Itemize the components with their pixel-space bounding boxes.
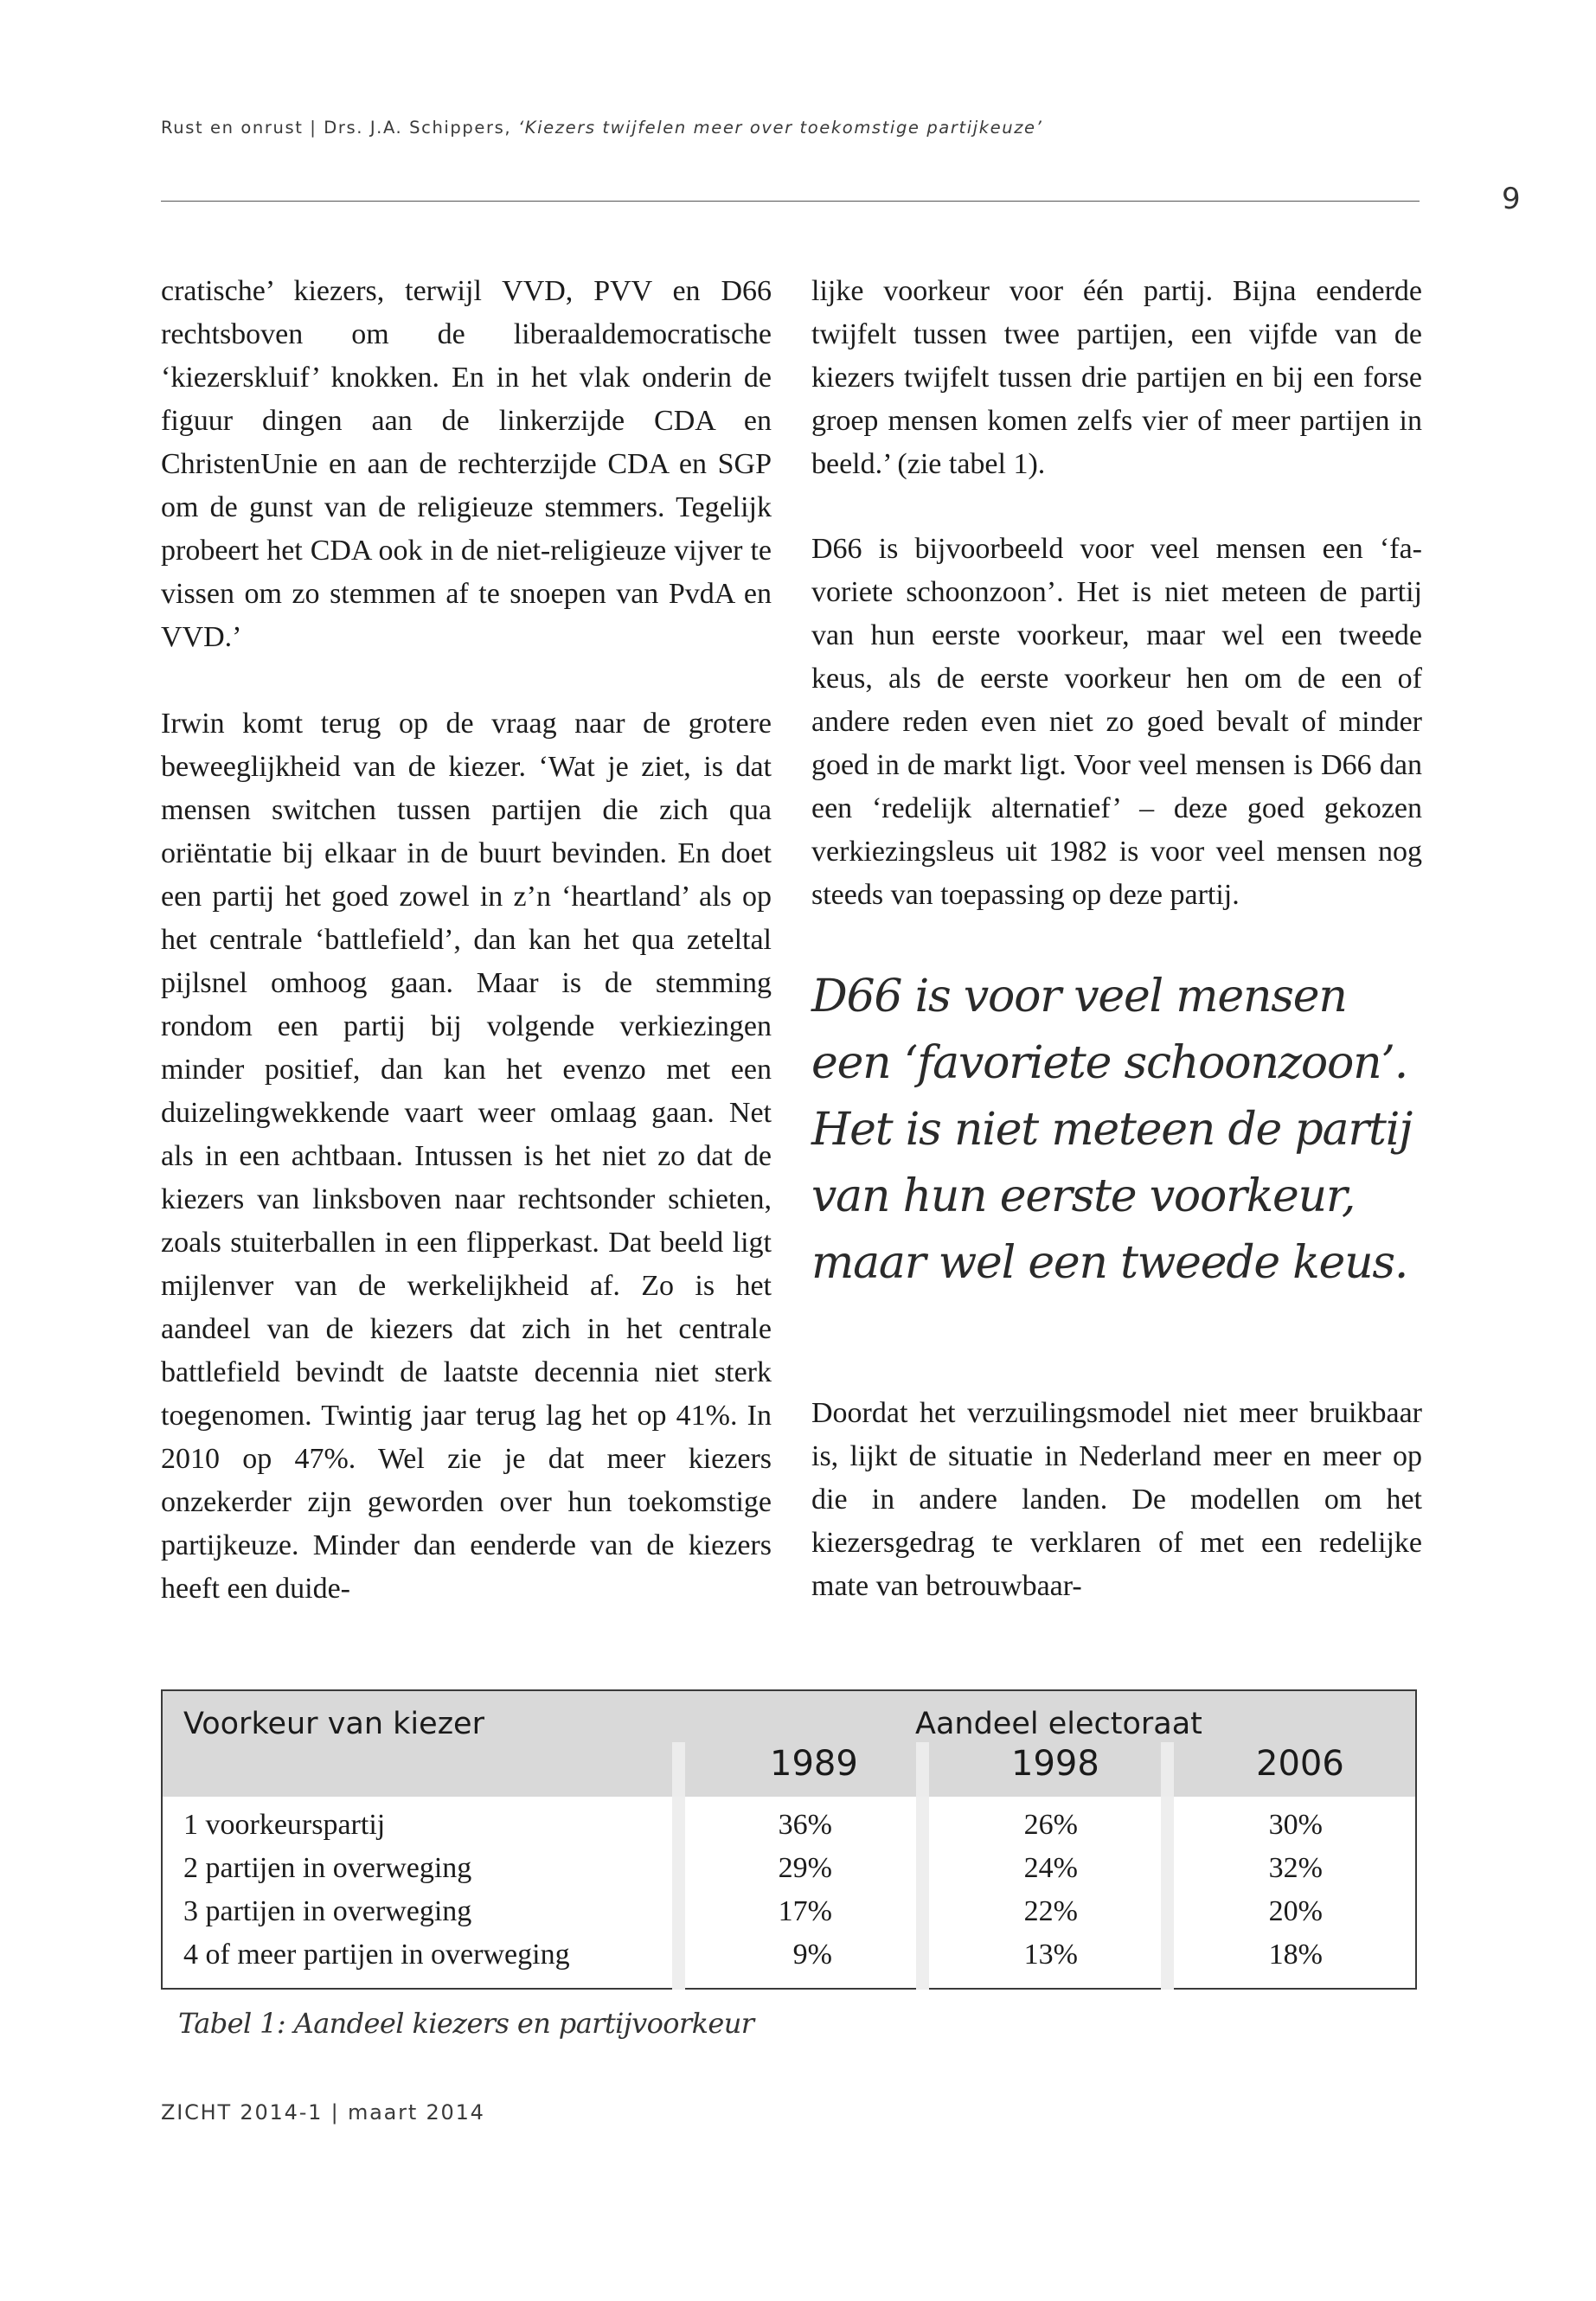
table-cell: 13% — [1023, 1939, 1078, 1971]
page-number: 9 — [1502, 182, 1521, 216]
year-2006-header: 2006 — [1256, 1744, 1344, 1784]
table-row-label: 4 of meer partijen in overweging — [183, 1939, 570, 1971]
right-column — [811, 270, 1422, 1608]
table-row-label: 3 partijen in overweging — [183, 1895, 472, 1927]
table-row-header: Voorkeur van kiezer — [183, 1707, 484, 1741]
column-divider — [672, 1742, 685, 1797]
table-row-label: 2 partijen in overweging — [183, 1852, 472, 1884]
column-divider — [1161, 1742, 1174, 1797]
column-divider — [916, 1742, 929, 1797]
running-subtitle: ‘Kiezers twijfelen meer over toekomstige partijkeuze’ — [517, 118, 1043, 138]
column-divider — [916, 1797, 929, 1990]
year-1998-header: 1998 — [1011, 1744, 1099, 1784]
table-caption: Tabel 1: Aandeel kiezers en partijvoorkeur — [178, 2007, 754, 2040]
table-row-label: 1 voorkeurspartij — [183, 1809, 386, 1841]
table-cell: 24% — [1023, 1852, 1078, 1884]
left-column — [161, 270, 772, 1611]
table-cell: 32% — [1268, 1852, 1323, 1884]
table-cell: 30% — [1268, 1809, 1323, 1841]
left-paragraph-2: Irwin komt terug op de vraag naar de grotere beweeglijkheid van de kiezer. ‘Wat je ziet, is dat mensen switchen tussen partijen die zich qua oriëntatie bij elkaar in de buurt bevinden. En doet een partij het goed zowel in z’n ‘heartland’ als op het centrale ‘battlefield’, dan kan het qua zeteltal pijlsnel omhoog gaan. Maar is de stemming rondom een partij bij volgende verkiezingen minder positief, dan kan het evenzo met een duizelingwekkende vaart weer omlaag gaan. Net als in een achtbaan. Intussen is het niet zo dat de kiezers van linksboven naar rechtsonder schieten, zoals stuiterballen in een flipperkast. Dat beeld ligt mijlenver van de werkelijkheid af. Zo is het aandeel van de kiezers dat zich in het centrale battlefield bevindt de laatste decennia niet sterk toegenomen. Twintig jaar terug lag het op 41%. In 2010 op 47%. Wel zie je dat meer kiezers onzekerder zijn geworden over hun toekomstige partijkeuze. Minder dan eenderde van de kiezers heeft een duide- — [161, 708, 772, 1605]
table-cell: 29% — [778, 1852, 832, 1884]
running-head: Rust en onrust | Drs. J.A. Schippers, — [161, 118, 518, 138]
right-paragraph-2: D66 is bijvoorbeeld voor veel mensen een ‘favoriete schoonzoon’. Het is niet meteen de partij van hun eerste voorkeur, maar wel een tweede keus, als de eerste voorkeur hen om de een of andere reden even niet zo goed bevalt of minder goed in de markt ligt. Voor veel mensen is D66 dan een ‘redelijk alternatief’ – deze goed gekozen verkiezingsleus uit 1982 is voor veel mensen nog steeds van toepassing op deze partij. — [811, 533, 1422, 911]
header-rule — [161, 201, 1420, 202]
column-divider — [1161, 1797, 1174, 1990]
table-cell: 20% — [1268, 1895, 1323, 1927]
page-footer: ZICHT 2014-1 | maart 2014 — [161, 2100, 485, 2125]
column-divider — [672, 1797, 685, 1990]
running-header — [161, 118, 1424, 138]
year-1989-header: 1989 — [770, 1744, 858, 1784]
table-cell: 26% — [1023, 1809, 1078, 1841]
table-cell: 36% — [778, 1809, 832, 1841]
table-cell: 22% — [1023, 1895, 1078, 1927]
table-group-header: Aandeel electoraat — [915, 1707, 1202, 1741]
right-paragraph-3: Doordat het verzuilingsmodel niet meer bruikbaar is, lijkt de situatie in Nederland meer en meer op die in andere landen. De modellen om het kiezersgedrag te verklaren of met een redelijke mate van betrouwbaar- — [811, 1397, 1422, 1602]
data-table — [161, 1689, 1417, 1990]
table-cell: 18% — [1268, 1939, 1323, 1971]
table-cell: 17% — [778, 1895, 832, 1927]
right-paragraph-1: lijke voorkeur voor één partij. Bijna eenderde twijfelt tussen twee partijen, een vijfde van de kiezers twijfelt tussen drie partijen en bij een forse groep mensen komen zelfs vier of meer partijen in beeld.’ (zie tabel 1). — [811, 275, 1422, 480]
table-cell: 9% — [792, 1939, 832, 1971]
pull-quote: D66 is voor veel mensen een ‘favoriete schoonzoon’. Het is niet meteen de partij van hun eerste voorkeur, maar wel een tweede keus. — [811, 971, 1413, 1289]
left-paragraph-1: cratische’ kiezers, terwijl VVD, PVV en D66 rechtsboven om de liberaaldemocratische ‘kiezerskluif’ knokken. En in het vlak onderin de figuur dingen aan de linkerzijde CDA en ChristenUnie en aan de rechterzijde CDA en SGP om de gunst van de religieuze stemmers. Tegelijk probeert het CDA ook in de niet-religieuze vijver te vissen om zo stemmen af te snoepen van PvdA en VVD.’ — [161, 275, 772, 653]
